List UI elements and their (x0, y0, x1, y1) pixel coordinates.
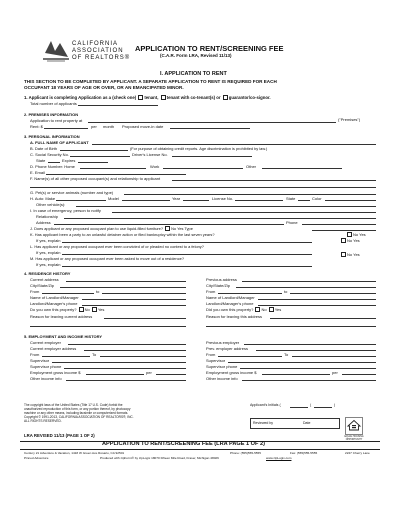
home-phone-label: D. Phone Number: Home (30, 164, 75, 169)
form-title: APPLICATION TO RENT/SCREENING FEE (135, 44, 284, 53)
question-3-label: 3. PERSONAL INFORMATION (24, 134, 80, 139)
other-phone-label: Other (246, 164, 257, 169)
prev-employment-from-label: From (206, 352, 216, 357)
state-label: State (36, 158, 46, 163)
auto-model-label: Model (108, 196, 119, 201)
tenant-checkbox[interactable] (138, 95, 143, 100)
previous-to-field[interactable] (290, 293, 376, 294)
prev-gross-income-per-label: per (332, 370, 338, 375)
auto-year-label: Year (172, 196, 181, 201)
other-occupants-field[interactable] (172, 180, 376, 181)
supervisor-phone-label: Supervisor phone (30, 364, 62, 369)
rent-period-label: month (103, 124, 115, 129)
current-city-field[interactable] (60, 287, 186, 288)
reason-current-field[interactable] (104, 318, 186, 319)
footer-divider-2 (20, 449, 380, 450)
current-landlord-phone-label: Landlord/Manager's phone (30, 301, 78, 306)
relationship-label: Relationship (36, 214, 59, 219)
gross-income-label: Employment gross income $ (30, 370, 81, 375)
emergency-phone-label: Phone (286, 220, 298, 225)
org-name-line3: OF REALTORS® (72, 55, 131, 61)
revision-label: LRA REVISED 11/13 (PAGE 1 OF 2) (24, 433, 95, 438)
full-name-field[interactable] (92, 144, 376, 145)
work-phone-field[interactable] (163, 168, 243, 169)
review-date-label: Date (303, 421, 311, 425)
current-employer-label: Current employer (30, 340, 61, 345)
auto-year-field[interactable] (183, 200, 209, 201)
current-to-label: to (96, 289, 100, 294)
previous-city-label: City/State/Zip (206, 283, 231, 288)
copyright-line4: Copyright © 1991-2013, CALIFORNIA ASSOCIATION OF REALTORS®, INC. (24, 415, 134, 419)
pets-field[interactable] (124, 194, 376, 195)
waterbed-no-checkbox[interactable] (165, 226, 170, 231)
current-from-label: From (30, 289, 40, 294)
equal-housing-icon (345, 417, 363, 435)
review-box (250, 418, 340, 429)
question-k-explain-field[interactable] (62, 242, 312, 243)
reason-current-field-2[interactable] (30, 326, 186, 327)
auto-state-field[interactable] (298, 200, 310, 201)
auto-make-field[interactable] (56, 200, 106, 201)
gross-income-per-label: per (146, 370, 152, 375)
ssn-field[interactable] (70, 156, 130, 157)
rent-amount-field[interactable] (44, 128, 88, 129)
total-applicants-field[interactable] (78, 105, 158, 106)
email-label: E. Email (30, 170, 45, 175)
other-income-label: Other income info (30, 376, 62, 381)
emergency-contact-field[interactable] (112, 212, 376, 213)
dob-label: B. Date of Birth (30, 146, 58, 151)
initials-field-1[interactable] (290, 407, 308, 408)
previous-address-label: Previous address (206, 277, 237, 282)
other-income-field[interactable] (66, 380, 186, 381)
supervisor-field[interactable] (52, 362, 186, 363)
auto-color-label: Color (312, 196, 322, 201)
prev-other-income-field[interactable] (242, 380, 376, 381)
emergency-address-label: Address (36, 220, 51, 225)
emergency-contact-label: I. In case of emergency, person to notify (30, 208, 101, 213)
section-heading-application: I. APPLICATION TO RENT (160, 71, 227, 77)
question-2-label: 2. PREMISES INFORMATION (24, 112, 79, 117)
section-intro-line1: THIS SECTION TO BE COMPLETED BY APPLICANT. A SEPARATE APPLICATION TO RENT IS REQUIRED FOR EACH (24, 79, 277, 84)
question-m-label: M. Has applicant or any proposed occupant ever been asked to move out of a residence? (30, 256, 184, 261)
question-m-explain-label: If yes, explain (36, 262, 61, 267)
previous-employer-label: Previous employer (206, 340, 240, 345)
agent-name: Pinned Adventure (24, 456, 49, 460)
asked-to-move-checkbox[interactable] (341, 252, 346, 257)
prev-employer-address-field[interactable] (256, 350, 376, 351)
relationship-field[interactable] (64, 218, 376, 219)
current-employer-address-label: Current employer address (30, 346, 77, 351)
did-own-yes-checkbox[interactable] (269, 307, 274, 312)
emergency-address-field[interactable] (54, 224, 284, 225)
employment-heading: 5. EMPLOYMENT AND INCOME HISTORY (24, 334, 103, 339)
initials-close: ) (334, 403, 336, 407)
current-employer-address-field[interactable] (84, 350, 186, 351)
previous-landlord-label: Name of Landlord/Manager (206, 295, 255, 300)
current-to-field[interactable] (102, 293, 186, 294)
property-address-field[interactable] (88, 122, 336, 123)
move-in-date-field[interactable] (170, 128, 250, 129)
org-name-line2: ASSOCIATION (72, 48, 124, 54)
copyright-line5: ALL RIGHTS RESERVED. (24, 419, 62, 423)
initials-label: Applicant's Initials ( (250, 403, 281, 407)
previous-from-field[interactable] (218, 293, 282, 294)
section-intro-line2: OCCUPANT 18 YEARS OF AGE OR OVER, OR AN EMANCIPATED MINOR. (24, 85, 184, 90)
own-current-no-checkbox[interactable] (79, 307, 84, 312)
prev-employment-to-label: To (284, 352, 289, 357)
employment-from-label: From (30, 352, 40, 357)
supervisor-phone-field[interactable] (64, 368, 186, 369)
prev-gross-income-label: Employment gross income $ (206, 370, 257, 375)
prev-gross-income-period-field[interactable] (342, 374, 376, 375)
employment-from-field[interactable] (42, 356, 90, 357)
license-no-field[interactable] (235, 200, 283, 201)
reason-previous-field-2[interactable] (206, 326, 376, 327)
rent-per-label: per (91, 124, 97, 129)
other-vehicles-label: Other vehicle(s): (36, 202, 66, 207)
employment-to-label: To (92, 352, 97, 357)
other-occupants-label: F. Name(s) of all other proposed occupant(s) and relationship to applicant (30, 176, 161, 181)
cotenant-option-label: tenant with co-tenant(s) or (166, 95, 221, 100)
own-current-label: Do you own this property? (30, 307, 77, 312)
move-in-label: Proposed move-in date (122, 124, 164, 129)
question-1-label: 1. Applicant is completing Application as a (check one) (24, 95, 137, 100)
did-own-no-label: No (261, 307, 267, 312)
waterbed-type-field[interactable] (312, 230, 376, 231)
prev-employment-to-field[interactable] (292, 356, 376, 357)
prev-supervisor-phone-field[interactable] (240, 368, 376, 369)
waterbed-options-label: No Yes Type (171, 226, 193, 231)
prev-supervisor-phone-label: Supervisor phone (206, 364, 238, 369)
reason-previous-field[interactable] (270, 318, 376, 319)
did-own-label: Did you own this property? (206, 307, 254, 312)
gross-income-field[interactable] (86, 374, 144, 375)
felony-options: No Yes (347, 238, 360, 243)
auto-model-field[interactable] (122, 200, 170, 201)
own-current-yes-label: Yes (97, 307, 105, 312)
current-address-label: Current address (30, 277, 59, 282)
agent-phone: Phone: (555)555-5555 (230, 451, 261, 455)
previous-city-field[interactable] (236, 287, 376, 288)
did-own-no-checkbox[interactable] (255, 307, 260, 312)
current-from-field[interactable] (42, 293, 94, 294)
rent-label: Rent: $ (30, 124, 43, 129)
emergency-phone-field[interactable] (302, 224, 376, 225)
prev-supervisor-label: Supervisor (206, 358, 226, 363)
previous-from-label: From (206, 289, 216, 294)
auto-make-label: H. Auto: Make (30, 196, 56, 201)
current-city-label: City/State/Zip (30, 283, 55, 288)
dob-field[interactable] (60, 150, 128, 151)
question-j-label: J. Does applicant or any proposed occupant plan to use liquid-filled furniture? (30, 226, 164, 231)
listing-address: 2227 Cherry Lane (345, 451, 370, 455)
previous-landlord-phone-field[interactable] (258, 305, 376, 306)
email-field[interactable] (46, 174, 186, 175)
other-phone-field[interactable] (262, 168, 342, 169)
own-current-yes-checkbox[interactable] (92, 307, 97, 312)
dob-note: (For purpose of obtaining credit reports. Age discrimination is prohibited by law.) (130, 146, 268, 151)
auto-color-field[interactable] (325, 200, 376, 201)
prev-other-income-label: Other income info (206, 376, 238, 381)
org-name-line1: CALIFORNIA (72, 41, 119, 47)
bottom-title: APPLICATION TO RENT/SCREENING FEE (LRA PAGE 1 OF 2) (102, 441, 265, 447)
ssn-label: C. Social Security No. (30, 152, 69, 157)
question-k-explain-label: If yes, explain (36, 238, 61, 243)
pets-label: G. Pet(s) or service animals (number and type) (30, 190, 114, 195)
reason-current-label: Reason for leaving current address (30, 314, 93, 319)
agent-line: Century 21 Adventure & Vacation, 1418 W Green Ave Rosario, CA 92501 (24, 451, 125, 455)
employment-to-field[interactable] (100, 356, 186, 357)
previous-landlord-phone-label: Landlord/Manager's phone (206, 301, 254, 306)
supervisor-label: Supervisor (30, 358, 50, 363)
copyright-line3: machine or any other means, including facsimile or computerized formats. (24, 411, 129, 415)
other-vehicles-field[interactable] (76, 206, 376, 207)
drivers-license-field[interactable] (172, 156, 252, 157)
reviewed-by-label: Reviewed by (253, 421, 274, 425)
cotenant-checkbox[interactable] (161, 95, 166, 100)
form-subtitle: (C.A.R. Form LRA, Revised 11/13) (160, 53, 232, 58)
previous-address-field[interactable] (242, 281, 376, 282)
asked-to-move-options: No Yes (347, 252, 360, 257)
did-own-yes-label: Yes (274, 307, 282, 312)
produced-by-line: Produced with zipForm® by zipLogix 18070 Fifteen Mile Road, Fraser, Michigan 48026 (100, 456, 219, 460)
unlawful-detainer-options: No Yes (353, 232, 366, 237)
expires-label: Expires (62, 158, 76, 163)
current-address-field[interactable] (66, 281, 186, 282)
initials-field-2[interactable] (314, 407, 332, 408)
other-occupants-field-2[interactable] (30, 187, 376, 188)
question-l-explain-field[interactable] (62, 254, 312, 255)
premises-suffix: ("Premises") (338, 117, 361, 122)
current-employer-field[interactable] (68, 344, 186, 345)
question-l-explain-label: If yes, explain (36, 250, 61, 255)
question-l-label: L. Has applicant or any proposed occupant ever been convicted of or pleaded no contest to a felony? (30, 244, 204, 249)
work-phone-label: Work (150, 164, 160, 169)
reason-previous-label: Reason for leaving this address (206, 314, 263, 319)
current-landlord-phone-field[interactable] (82, 305, 186, 306)
car-logo-icon (42, 37, 70, 63)
home-phone-field[interactable] (80, 168, 146, 169)
guarantor-option-label: guarantor/co-signor. (228, 95, 271, 100)
full-name-label: A. FULL NAME OF APPLICANT (30, 140, 89, 145)
current-landlord-label: Name of Landlord/Manager (30, 295, 79, 300)
prev-employment-from-field[interactable] (218, 356, 282, 357)
application-property-label: Application to rent property at (30, 118, 83, 123)
expires-field[interactable] (78, 162, 108, 163)
ziplogix-link[interactable]: www.zipLogix.com (266, 456, 292, 460)
license-no-label: License No. (212, 196, 234, 201)
copyright-line1: The copyright laws of the United States (Title 17 U.S. Code) forbid the (24, 403, 123, 407)
drivers-license-label: Driver's License No. (132, 152, 168, 157)
prev-gross-income-field[interactable] (262, 374, 330, 375)
gross-income-period-field[interactable] (156, 374, 186, 375)
felony-checkbox[interactable] (341, 238, 346, 243)
unlawful-detainer-checkbox[interactable] (347, 232, 352, 237)
agent-fax: Fax: (555)555-5555 (290, 451, 318, 455)
equal-housing-label: EQUAL HOUSING OPPORTUNITY (344, 436, 364, 441)
total-applicants-label: Total number of applicants (30, 101, 77, 106)
prev-supervisor-field[interactable] (228, 362, 376, 363)
residence-history-heading: 4. RESIDENCE HISTORY (24, 271, 71, 276)
state-field[interactable] (48, 162, 60, 163)
previous-to-label: to (284, 289, 288, 294)
copyright-line2: unauthorized reproduction of this form, or any portion thereof, by photocopy (24, 407, 131, 411)
prev-employer-address-label: Prev. employer address (206, 346, 248, 351)
question-m-explain-field[interactable] (62, 266, 312, 267)
question-k-label: K. Has applicant been a party to an unlawful detainer action or filed bankruptcy within the last seven years? (30, 232, 215, 237)
previous-employer-field[interactable] (244, 344, 376, 345)
previous-landlord-field[interactable] (258, 299, 376, 300)
current-landlord-field[interactable] (82, 299, 186, 300)
tenant-option-label: tenant, (144, 95, 159, 100)
auto-state-label: State (286, 196, 296, 201)
own-current-no-label: No (84, 307, 90, 312)
guarantor-checkbox[interactable] (223, 95, 228, 100)
